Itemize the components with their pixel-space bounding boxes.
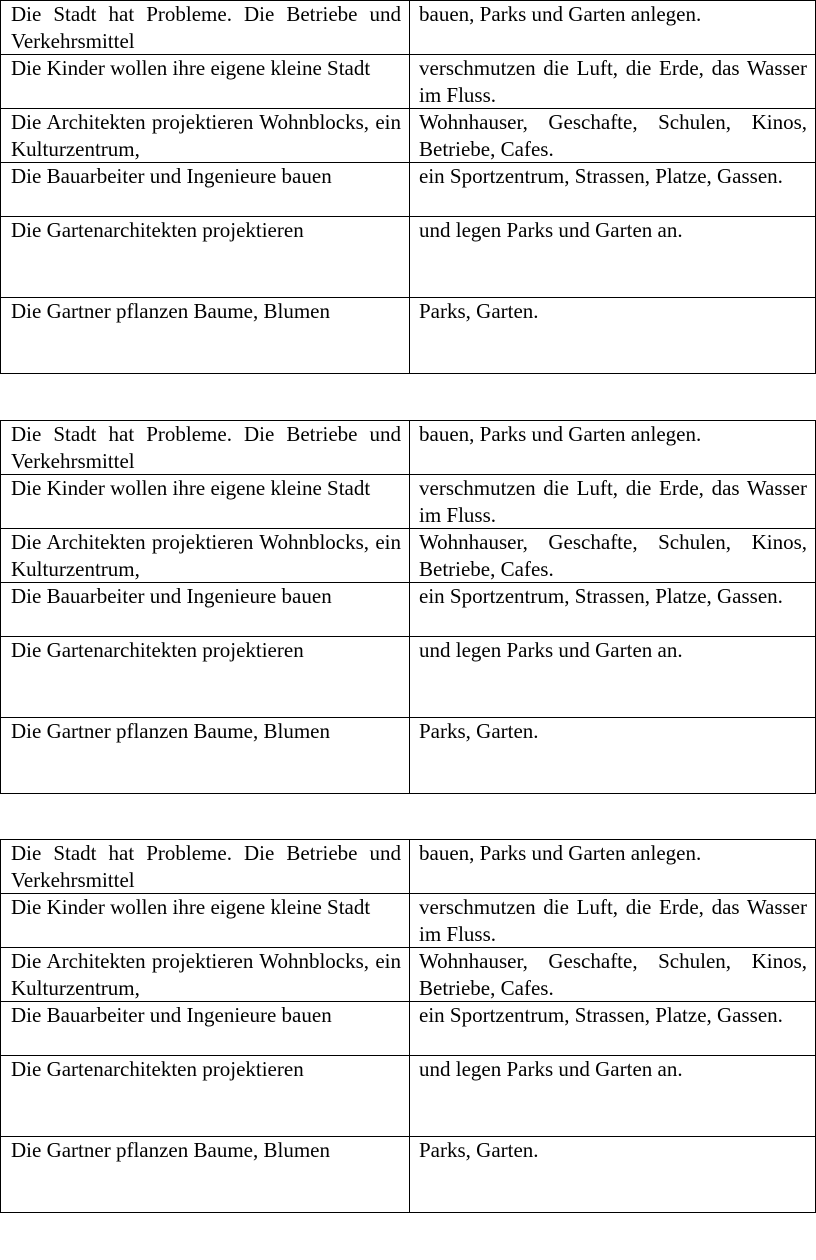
sentence-end-cell: verschmutzen die Luft, die Erde, das Wasser im Fluss. — [419, 476, 807, 527]
table-row — [1, 1002, 815, 1056]
worksheet-table — [0, 420, 816, 794]
table-row — [1, 1056, 815, 1137]
sentence-start-cell: Die Kinder wollen ihre eigene kleine Stadt — [1, 475, 410, 528]
sentence-start-cell: Die Stadt hat Probleme. Die Betriebe und Verkehrsmittel — [1, 421, 410, 474]
sentence-start-cell: Die Architekten projektieren Wohnblocks, ein Kulturzentrum, — [1, 109, 410, 162]
table-row — [1, 840, 815, 894]
sentence-end-cell: Wohnhauser, Geschafte, Schulen, Kinos, Betriebe, Cafes. — [419, 530, 807, 581]
sentence-start-cell: Die Gartenarchitekten projektieren — [1, 637, 410, 717]
sentence-end-cell: und legen Parks und Garten an. — [419, 218, 683, 242]
table-row — [1, 894, 815, 948]
table-row — [1, 718, 815, 794]
sentence-end-cell: verschmutzen die Luft, die Erde, das Wasser im Fluss. — [419, 56, 807, 107]
sentence-end-cell: bauen, Parks und Garten anlegen. — [419, 841, 702, 865]
sentence-start-cell: Die Bauarbeiter und Ingenieure bauen — [1, 1002, 410, 1055]
sentence-start-cell: Die Gartenarchitekten projektieren — [1, 1056, 410, 1136]
table-row — [1, 421, 815, 475]
sentence-end-cell: Parks, Garten. — [419, 299, 539, 323]
sentence-end-cell: Wohnhauser, Geschafte, Schulen, Kinos, Betriebe, Cafes. — [419, 110, 807, 161]
table-row — [1, 529, 815, 583]
sentence-end-cell: Wohnhauser, Geschafte, Schulen, Kinos, Betriebe, Cafes. — [419, 949, 807, 1000]
sentence-start-cell: Die Gartner pflanzen Baume, Blumen — [1, 718, 410, 793]
sentence-end-cell: bauen, Parks und Garten anlegen. — [419, 2, 702, 26]
sentence-start-cell: Die Bauarbeiter und Ingenieure bauen — [1, 163, 410, 216]
table-row — [1, 637, 815, 718]
table-row — [1, 475, 815, 529]
worksheet-table — [0, 0, 816, 374]
sentence-end-cell: bauen, Parks und Garten anlegen. — [419, 422, 702, 446]
table-row — [1, 217, 815, 298]
table-row — [1, 109, 815, 163]
sentence-end-cell: Parks, Garten. — [419, 719, 539, 743]
sentence-end-cell: Parks, Garten. — [419, 1138, 539, 1162]
sentence-end-cell: verschmutzen die Luft, die Erde, das Wasser im Fluss. — [419, 895, 807, 946]
table-row — [1, 163, 815, 217]
sentence-start-cell: Die Gartenarchitekten projektieren — [1, 217, 410, 297]
worksheet-table — [0, 839, 816, 1213]
sentence-end-cell: und legen Parks und Garten an. — [419, 638, 683, 662]
table-row — [1, 583, 815, 637]
sentence-end-cell: ein Sportzentrum, Strassen, Platze, Gassen. — [419, 164, 783, 188]
table-row — [1, 298, 815, 374]
table-row — [1, 55, 815, 109]
sentence-start-cell: Die Stadt hat Probleme. Die Betriebe und Verkehrsmittel — [1, 840, 410, 893]
sentence-start-cell: Die Kinder wollen ihre eigene kleine Stadt — [1, 55, 410, 108]
table-row — [1, 1, 815, 55]
sentence-end-cell: ein Sportzentrum, Strassen, Platze, Gassen. — [419, 584, 783, 608]
sentence-start-cell: Die Gartner pflanzen Baume, Blumen — [1, 1137, 410, 1212]
sentence-start-cell: Die Kinder wollen ihre eigene kleine Stadt — [1, 894, 410, 947]
table-row — [1, 1137, 815, 1213]
sentence-start-cell: Die Gartner pflanzen Baume, Blumen — [1, 298, 410, 373]
sentence-start-cell: Die Stadt hat Probleme. Die Betriebe und Verkehrsmittel — [1, 1, 410, 54]
sentence-start-cell: Die Architekten projektieren Wohnblocks, ein Kulturzentrum, — [1, 529, 410, 582]
sentence-start-cell: Die Bauarbeiter und Ingenieure bauen — [1, 583, 410, 636]
table-row — [1, 948, 815, 1002]
sentence-start-cell: Die Architekten projektieren Wohnblocks, ein Kulturzentrum, — [1, 948, 410, 1001]
sentence-end-cell: ein Sportzentrum, Strassen, Platze, Gassen. — [419, 1003, 783, 1027]
sentence-end-cell: und legen Parks und Garten an. — [419, 1057, 683, 1081]
